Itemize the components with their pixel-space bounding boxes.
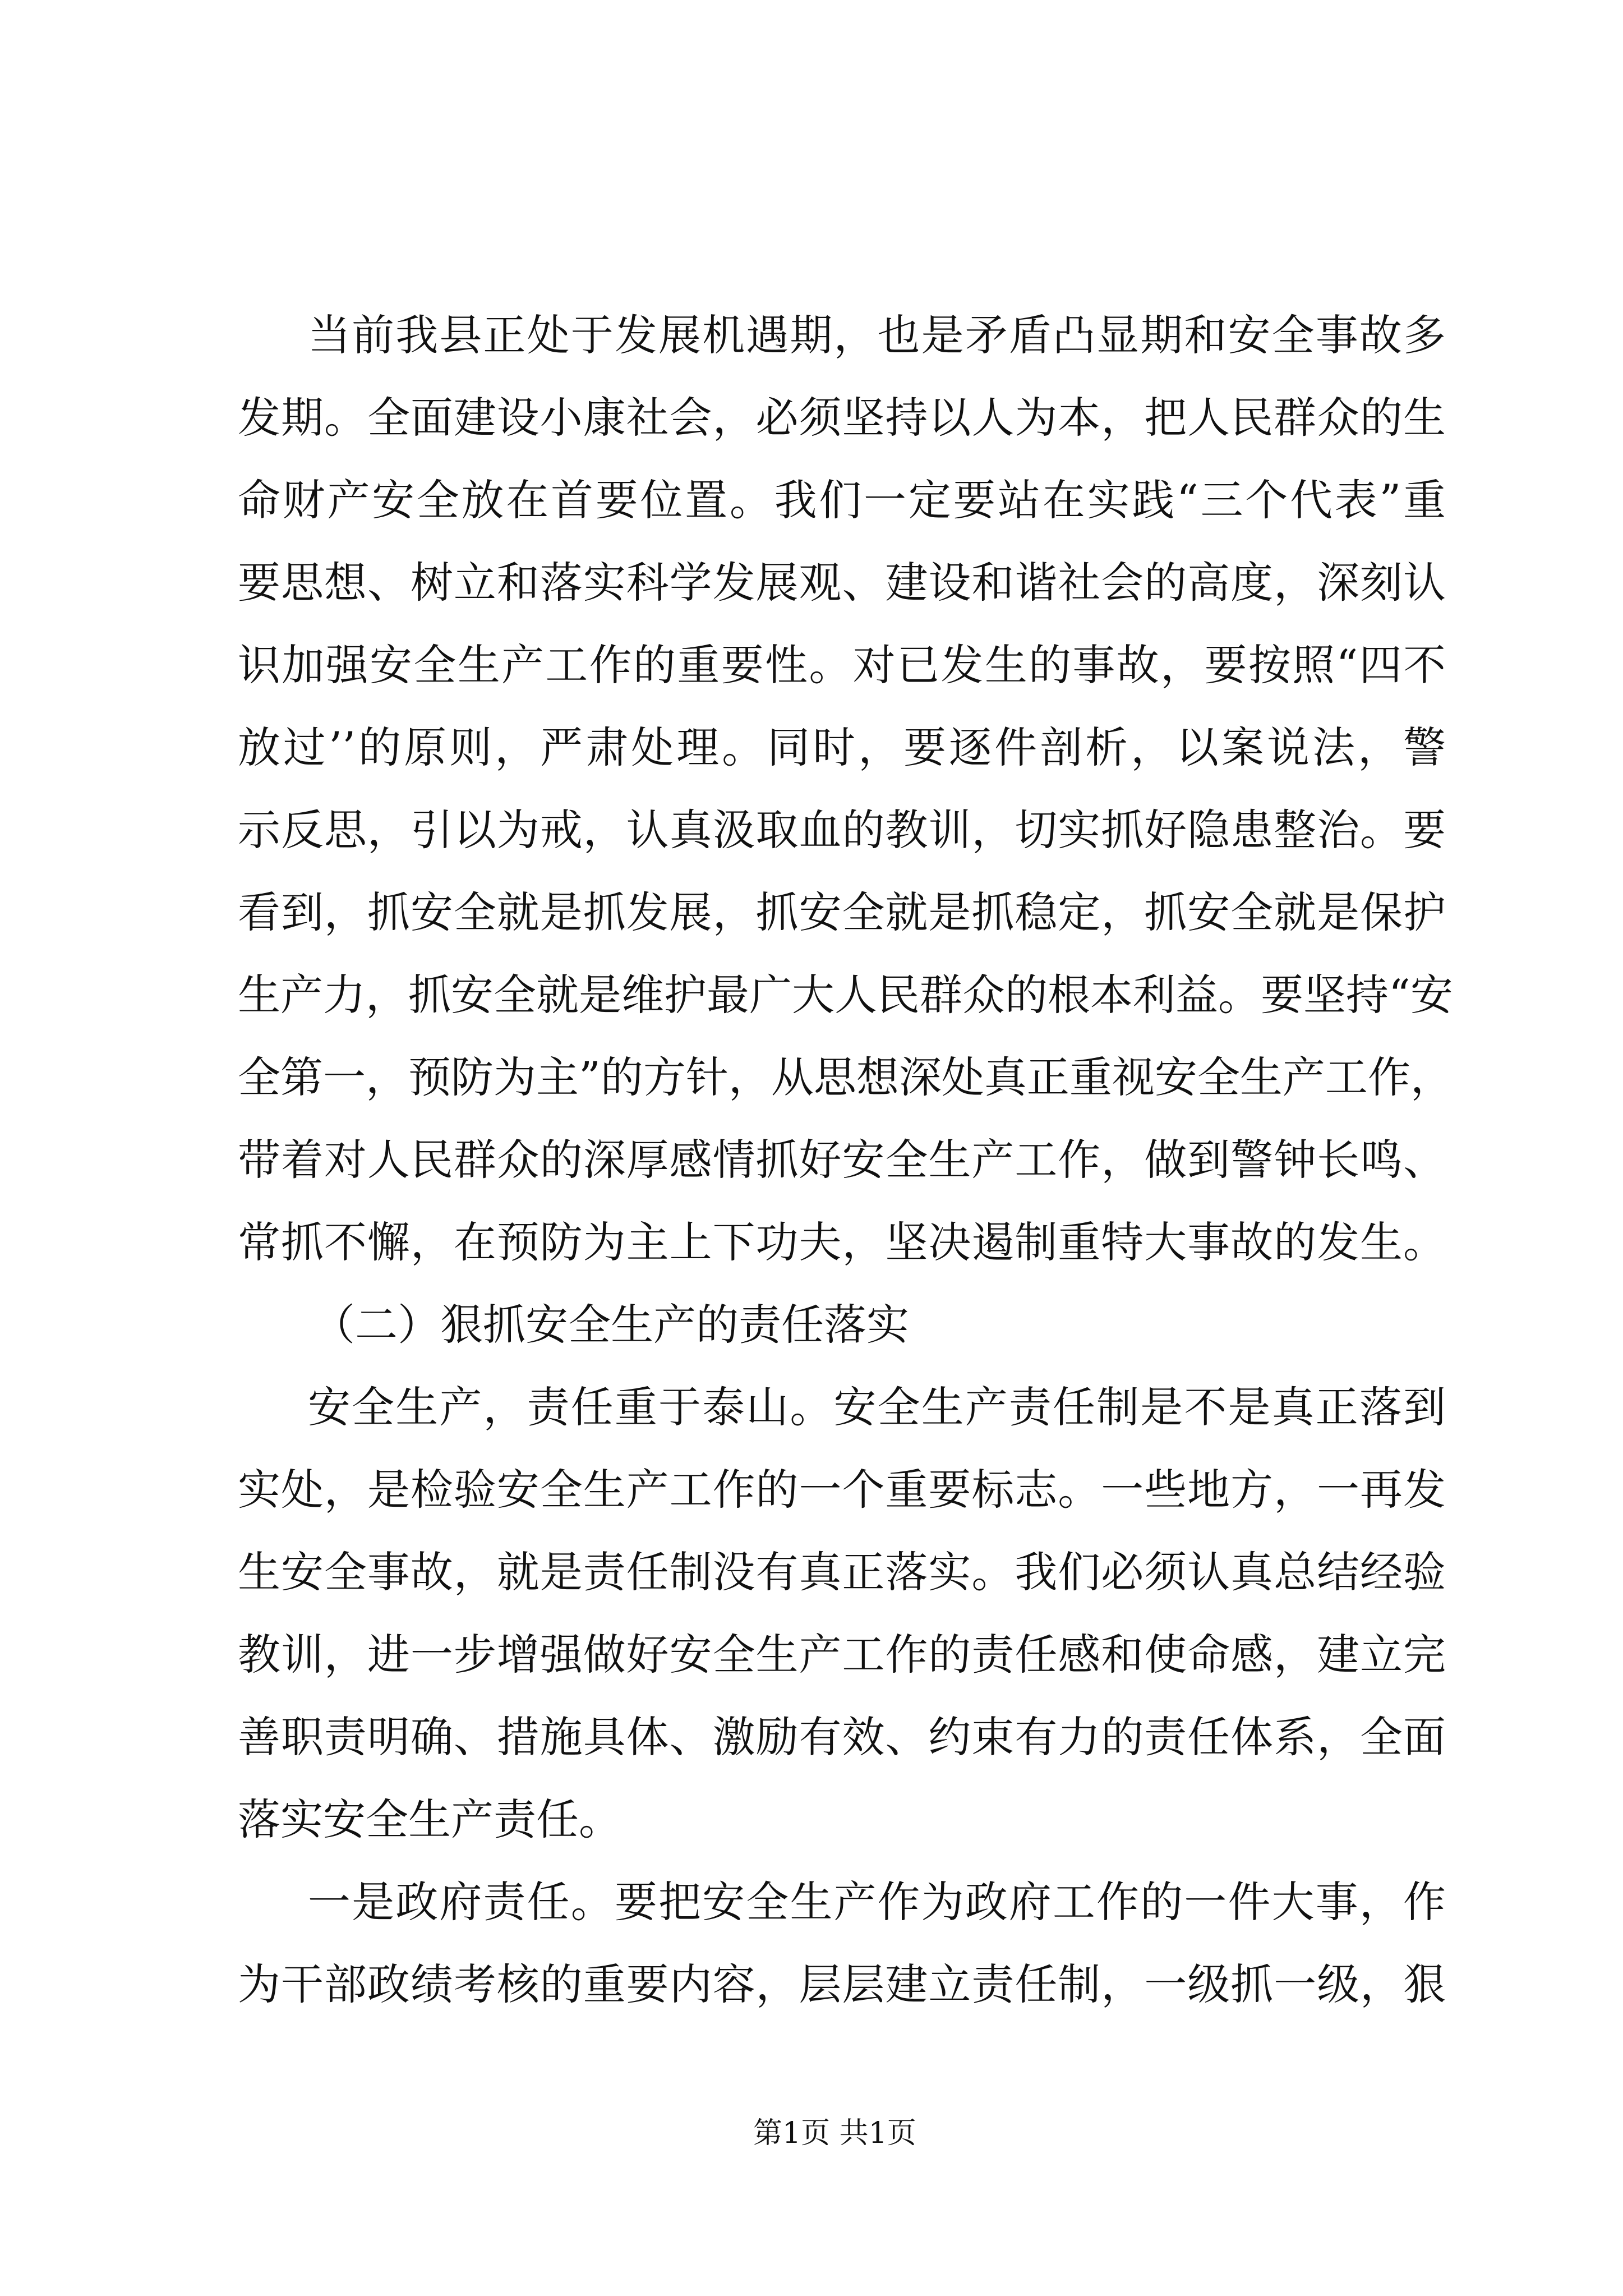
text-line: 要思想、树立和落实科学发展观、建设和谐社会的高度，深刻认: [238, 558, 1446, 608]
text-line: 识加强安全生产工作的重要性。对已发生的事故，要按照“四不: [238, 640, 1446, 690]
text-line: 命财产安全放在首要位置。我们一定要站在实践“三个代表”重: [238, 475, 1446, 525]
section-heading: （二）狠抓安全生产的责任落实: [312, 1300, 909, 1350]
page-footer: 第1页 共1页: [753, 2116, 916, 2150]
text-line: 善职责明确、措施具体、激励有效、约束有力的责任体系，全面: [238, 1712, 1446, 1762]
document-body: [238, 294, 1453, 2026]
paragraph-3: [238, 1861, 1446, 2026]
text-line: 一是政府责任。要把安全生产作为政府工作的一件大事，作: [308, 1877, 1446, 1927]
text-line: 带着对人民群众的深厚感情抓好安全生产工作，做到警钟长鸣、: [238, 1135, 1446, 1185]
text-line: 放过’’的原则，严肃处理。同时，要逐件剖析，以案说法，警: [238, 723, 1446, 772]
text-line: 实处，是检验安全生产工作的一个重要标志。一些地方，一再发: [238, 1465, 1446, 1515]
text-line: 生产力，抓安全就是维护最广大人民群众的根本利益。要坚持“安: [238, 970, 1453, 1020]
text-line: 当前我县正处于发展机遇期，也是矛盾凸显期和安全事故多: [308, 310, 1446, 360]
text-line: 示反思，引以为戒，认真汲取血的教训，切实抓好隐患整治。要: [238, 805, 1446, 855]
paragraph-2: [238, 1366, 1446, 1861]
text-line: 看到，抓安全就是抓发展，抓安全就是抓稳定，抓安全就是保护: [238, 887, 1446, 937]
text-line: 生安全事故，就是责任制没有真正落实。我们必须认真总结经验: [238, 1547, 1446, 1597]
paragraph-1: [238, 294, 1453, 1283]
text-line: 发期。全面建设小康社会，必须坚持以人为本，把人民群众的生: [238, 393, 1446, 443]
text-line: 落实安全生产责任。: [238, 1795, 621, 1844]
text-line: 教训，进一步增强做好安全生产工作的责任感和使命感，建立完: [238, 1630, 1446, 1680]
text-line: 全第一，预防为主”的方针，从思想深处真正重视安全生产工作，: [238, 1052, 1453, 1102]
text-line: 常抓不懈，在预防为主上下功夫，坚决遏制重特大事故的发生。: [238, 1217, 1446, 1267]
text-line: 安全生产，责任重于泰山。安全生产责任制是不是真正落到: [308, 1382, 1446, 1432]
text-line: 为干部政绩考核的重要内容，层层建立责任制，一级抓一级，狠: [238, 1959, 1446, 2009]
